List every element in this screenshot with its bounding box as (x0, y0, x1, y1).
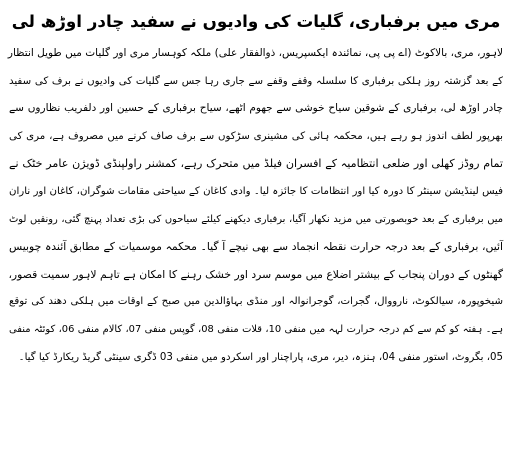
article-line: گھنٹوں کے دوران پنجاب کے بیشتر اضلاع میں موسم سرد اور خشک رہنے کا امکان ہے تاہم لاہور سمیت قصور، (8, 267, 503, 281)
article-line: شیخوپورہ، سیالکوٹ، نارووال، گجرات، گوجرانوالہ اور منڈی بہاؤالدین میں صبح کے اوقات میں ہلکی دھند کی توقع (9, 296, 503, 308)
article-line: میں برفباری کے بعد خوبصورتی میں مزید نکھار آگیا، برفباری دیکھنے کیلئے سیاحوں کی بڑی تعداد پہنچ گئی، رونقیں لوٹ (9, 213, 503, 225)
article-line: ہے۔ ہفتہ کو کم سے کم درجہ حرارت لہہ میں منفی 10، قلات منفی 08، گوپس منفی 07، کالام منفی 06، کوئٹہ منفی (9, 323, 504, 335)
article-line: کے بعد گزشتہ روز ہلکی برفباری کا سلسلہ وقفے وقفے سے جاری رہا جس سے گلیات کی وادیوں نے برف کی سفید (9, 75, 503, 87)
article-line: 05، بگروٹ، استور منفی 04، ہنزہ، دیر، مری، پاراچنار اور اسکردو میں منفی 03 ڈگری سینٹی گریڈ ریکارڈ کیا گیا۔ (18, 351, 503, 363)
article-line: چادر اوڑھ لی، برفباری کے شوقین سیاح خوشی سے جھوم اٹھے، سیاح برفباری کے حسین اور دلفریب نظاروں سے (9, 102, 503, 115)
article-line: فیس لینڈیشن سینٹر کا دورہ کیا اور انتظامات کا جائزہ لیا۔ وادی کاغان کے سیاحتی مقامات شوگران، کاغان اور ناران (9, 185, 503, 197)
article-line: بھرپور لطف اندوز ہو رہے ہیں، محکمہ ہائی کی مشینری سڑکوں سے برف صاف کرنے میں مصروف ہے، مری کی (9, 130, 503, 142)
article-line: تمام روڈز کھلی اور ضلعی انتظامیہ کے افسران فیلڈ میں متحرک رہے، کمشنر راولپنڈی ڈویژن عامر خٹک نے (9, 157, 503, 171)
headline: مری میں برفباری، گلیات کی وادیوں نے سفید چادر اوڑھ لی (11, 11, 501, 31)
article-line: لاہور، مری، بالاکوٹ (اے پی پی، نمائندہ ایکسپریس، ذوالفقار علی) ملکہ کوہسار مری اور گلیات میں طویل انتظار (7, 47, 503, 59)
article-line: آئیں، برفباری کے بعد درجہ حرارت نقطہ انجماد سے بھی نیچے آ گیا۔ محکمہ موسمیات کے مطابق آئندہ چوبیس (9, 240, 503, 254)
article-body (9, 40, 503, 371)
